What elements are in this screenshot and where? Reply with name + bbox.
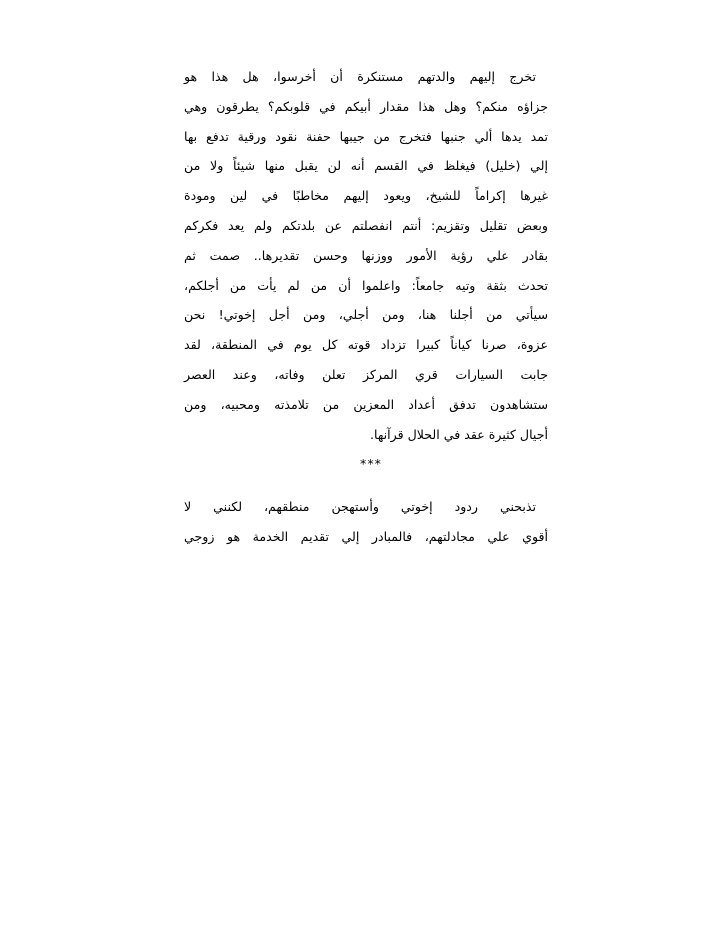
text-line: أقوي علي مجادلتهم، فالمبادر إلي تقديم الخدمة هو زوجي [184, 528, 548, 544]
text-line: إلي (خليل) فيغلظ في القسم أنه لن يقبل منها شيئاً ولا من [184, 158, 548, 174]
paragraph-2 [184, 496, 548, 556]
section-separator: *** [360, 456, 382, 471]
text-line: عزوة، صرنا كياناً كبيرا تزداد قوته كل يوم في المنطقة، لقد [184, 337, 548, 353]
text-line: تمد يدها ألي جنبها فتخرج من جيبها حفنة نقود ورقية تدفع بها [184, 128, 548, 144]
text-line: أجيال كثيرة عقد في الحلال قرآنها. [370, 426, 548, 442]
text-line: تذبحني ردود إخوتي وأستهجن منطقهم، لكنني لا [184, 499, 536, 514]
text-line: غيرها إكراماً للشيخ، ويعود إليهم مخاطبًا في لين ومودة [184, 188, 548, 204]
text-line: تحدث بثقة وتيه جامعاً: واعلموا أن من لم يأت من أجلكم، [184, 277, 548, 293]
text-line: بقادر علي رؤية الأمور ووزنها وحسن تقديرها.. صمت ثم [184, 247, 548, 263]
text-line: سيأتي من أجلنا هنا، ومن أجلي، ومن أجل إخوتي! نحن [184, 307, 548, 323]
text-line: تخرج إليهم والدتهم مستنكرة أن أخرسوا، هل هذا هو [184, 69, 536, 84]
text-line: وبعض تقليل وتقزيم: أنتم انفصلتم عن بلدتكم ولم يعد فكركم [184, 217, 548, 233]
text-line: ستشاهدون تدفق أعداد المعزين من تلامذته ومحبيه، ومن [184, 396, 548, 412]
paragraph-1 [184, 66, 548, 453]
text-line: جزاؤه منكم؟ وهل هذا مقدار أبيكم في قلوبكم؟ يطرقون وهي [184, 98, 548, 114]
text-line: جابت السيارات قري المركز تعلن وفاته، وعند العصر [184, 366, 548, 382]
